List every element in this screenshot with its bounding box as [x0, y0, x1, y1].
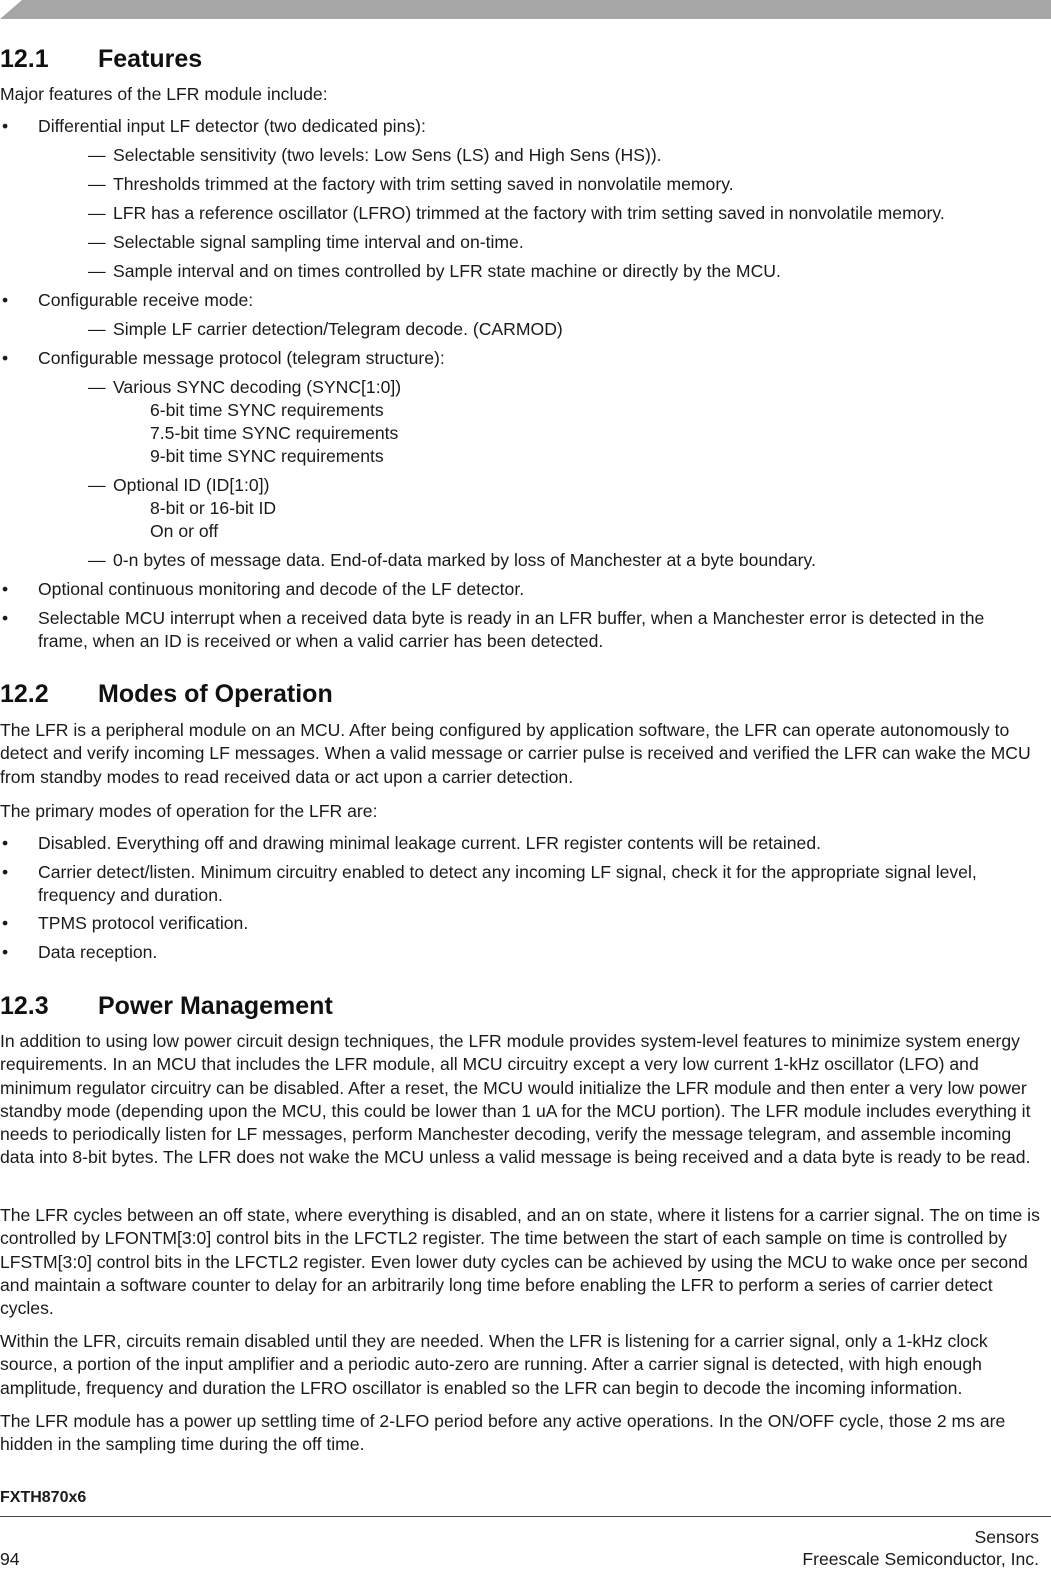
dash-glyph: — — [88, 475, 106, 495]
dash-glyph: — — [88, 261, 106, 281]
features-subitem: Simple LF carrier detection/Telegram decode. (CARMOD) — [113, 319, 563, 339]
features-bullet-4: Optional continuous monitoring and decode of the LF detector. — [38, 579, 525, 599]
dash-glyph: — — [88, 319, 106, 339]
features-subitem: Selectable sensitivity (two levels: Low Sens (LS) and High Sens (HS)). — [113, 145, 662, 165]
features-subsubitem: 6-bit time SYNC requirements — [150, 400, 384, 420]
bullet-glyph: • — [2, 862, 9, 882]
footer-company: Freescale Semiconductor, Inc. — [802, 1549, 1039, 1569]
bullet-glyph: • — [2, 942, 9, 962]
power-paragraph-1: In addition to using low power circuit design techniques, the LFR module provides system-level features to minimize system energy requirements. In an MCU that includes the LFR module, all MCU circuitry except a very low current 1-kHz oscillator (LFO) and minimum regulator circuitry can be disabled. After a reset, the MCU would initialize the LFR module and then enter a very low power standby mode (depending upon the MCU, this could be lower than 1 uA for the MCU portion). The LFR module includes everything it needs to periodically listen for LF messages, perform Manchester decoding, verify the message telegram, and assemble incoming data into 8-bit bytes. The LFR does not wake the MCU unless a valid message is being received and a data byte is ready to be read. — [0, 1031, 1031, 1168]
features-subsubitem: On or off — [150, 521, 219, 541]
modes-bullet-4: Data reception. — [38, 942, 158, 962]
modes-paragraph-1: The LFR is a peripheral module on an MCU. After being configured by application software, the LFR can operate autonomously to detect and verify incoming LF messages. When a valid message or carrier pulse is received and verified the LFR can wake the MCU from standby modes to read received data or act upon a carrier detection. — [0, 720, 1031, 787]
section-heading-features — [0, 45, 400, 75]
features-subsubitem: 9-bit time SYNC requirements — [150, 446, 384, 466]
features-subitem: Thresholds trimmed at the factory with trim setting saved in nonvolatile memory. — [113, 174, 734, 194]
power-paragraph-4: The LFR module has a power up settling time of 2-LFO period before any active operations. In the ON/OFF cycle, those 2 ms are hidden in the sampling time during the off time. — [0, 1411, 1006, 1455]
section-number: 12.2 — [0, 680, 49, 708]
bullet-glyph: • — [2, 348, 9, 368]
dash-glyph: — — [88, 203, 106, 223]
footer-doc-title: FXTH870x6 — [0, 1489, 87, 1506]
features-bullet-1: Differential input LF detector (two dedicated pins): — [38, 116, 426, 136]
power-paragraph-3: Within the LFR, circuits remain disabled until they are needed. When the LFR is listening for a carrier signal, only a 1-kHz clock source, a portion of the input amplifier and a periodic auto-zero are running. After a carrier signal is detected, with high enough amplitude, frequency and duration the LFRO oscillator is enabled so the LFR can begin to decode the incoming information. — [0, 1331, 988, 1398]
features-bullet-3: Configurable message protocol (telegram structure): — [38, 348, 445, 368]
features-subitem: Selectable signal sampling time interval and on-time. — [113, 232, 524, 252]
footer-divider — [0, 1516, 1051, 1517]
features-intro: Major features of the LFR module include: — [0, 84, 328, 104]
bullet-glyph: • — [2, 913, 9, 933]
features-bullet-5-line-2: frame, when an ID is received or when a valid carrier has been detected. — [38, 631, 604, 651]
modes-bullet-2-line-2: frequency and duration. — [38, 885, 223, 905]
features-subitem: Various SYNC decoding (SYNC[1:0]) — [113, 377, 402, 397]
footer-page-number: 94 — [0, 1549, 20, 1569]
dash-glyph: — — [88, 377, 106, 397]
features-subsubitem: 8-bit or 16-bit ID — [150, 498, 277, 518]
features-subitem: Optional ID (ID[1:0]) — [113, 475, 270, 495]
power-paragraph-2: The LFR cycles between an off state, where everything is disabled, and an on state, where it listens for a carrier signal. The on time is controlled by LFONTM[3:0] control bits in the LFCTL2 register. The time between the start of each sample on time is controlled by LFSTM[3:0] control bits in the LFCTL2 register. Even lower duty cycles can be achieved by using the MCU to wake once per second and maintain a software counter to delay for an arbitrarily long time before enabling the LFR to perform a series of carrier detect cycles. — [0, 1205, 1040, 1319]
features-subsubitem: 7.5-bit time SYNC requirements — [150, 423, 399, 443]
modes-paragraph-2: The primary modes of operation for the LFR are: — [0, 801, 378, 821]
features-bullet-2: Configurable receive mode: — [38, 290, 254, 310]
section-number: 12.1 — [0, 45, 49, 73]
modes-bullet-3: TPMS protocol verification. — [38, 913, 249, 933]
bullet-glyph: • — [2, 579, 9, 599]
features-bullet-5-line-1: Selectable MCU interrupt when a received data byte is ready in an LFR buffer, when a Manchester error is detected in the — [38, 608, 985, 628]
bullet-glyph: • — [2, 833, 9, 853]
bullet-glyph: • — [2, 608, 9, 628]
features-subitem: Sample interval and on times controlled by LFR state machine or directly by the MCU. — [113, 261, 781, 281]
features-subitem: 0-n bytes of message data. End-of-data marked by loss of Manchester at a byte boundary. — [113, 550, 816, 570]
section-heading-power — [0, 992, 500, 1022]
dash-glyph: — — [88, 232, 106, 252]
dash-glyph: — — [88, 145, 106, 165]
dash-glyph: — — [88, 550, 106, 570]
footer-section: Sensors — [974, 1527, 1039, 1547]
modes-bullet-2-line-1: Carrier detect/listen. Minimum circuitry enabled to detect any incoming LF signal, check it for the appropriate signal level, — [38, 862, 977, 882]
header-band — [0, 0, 1051, 20]
bullet-glyph: • — [2, 290, 9, 310]
section-number: 12.3 — [0, 992, 49, 1020]
bullet-glyph: • — [2, 116, 9, 136]
section-title: Modes of Operation — [98, 680, 333, 708]
section-title: Features — [98, 45, 203, 73]
modes-bullet-1: Disabled. Everything off and drawing minimal leakage current. LFR register contents will be retained. — [38, 833, 821, 853]
section-heading-modes — [0, 680, 500, 710]
features-subitem: LFR has a reference oscillator (LFRO) trimmed at the factory with trim setting saved in nonvolatile memory. — [113, 203, 945, 223]
section-title: Power Management — [98, 992, 333, 1020]
dash-glyph: — — [88, 174, 106, 194]
